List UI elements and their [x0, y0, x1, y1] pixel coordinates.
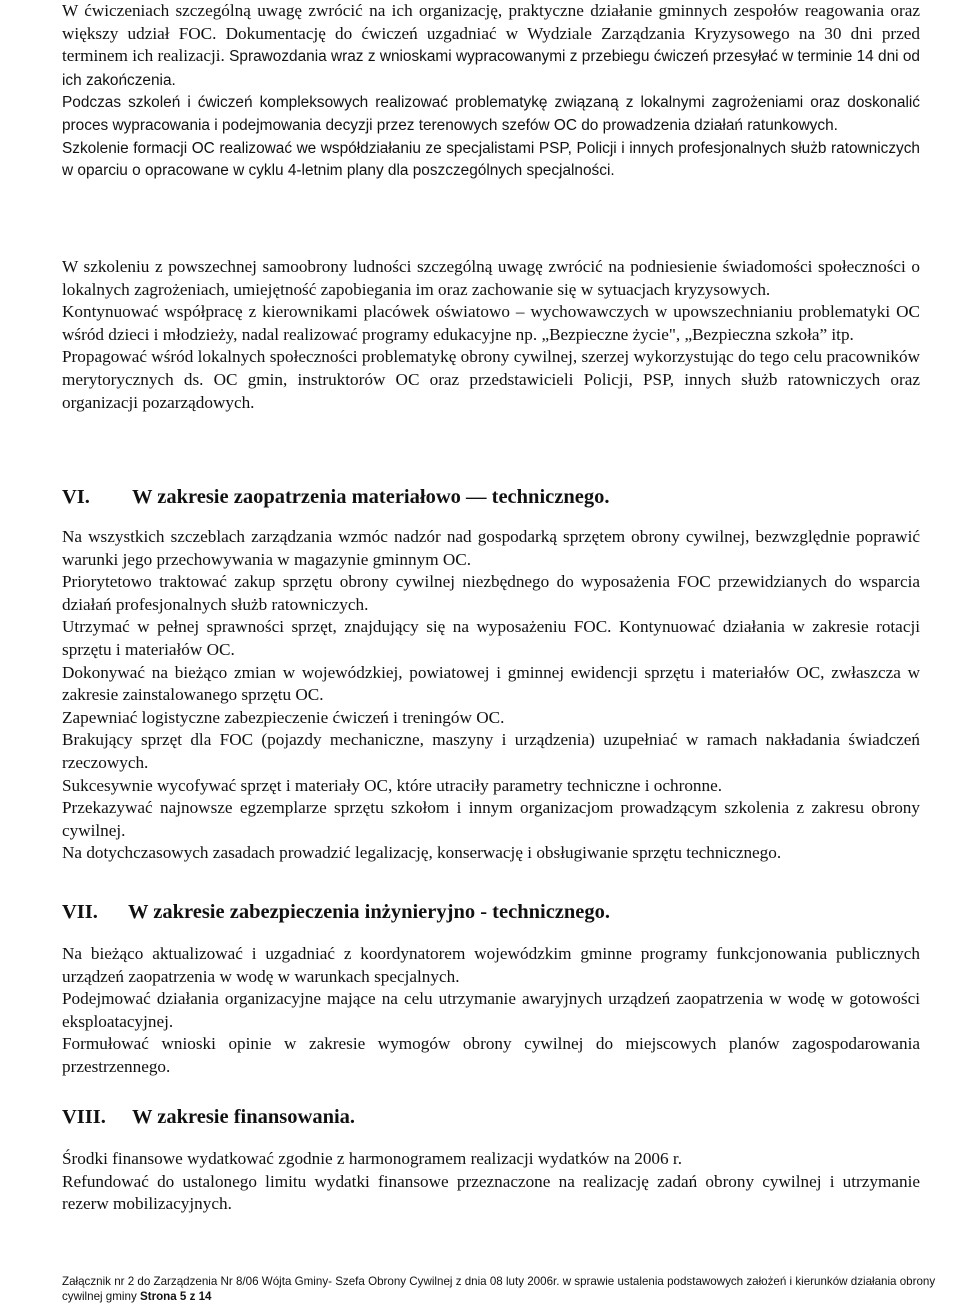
- section-title: W zakresie zaopatrzenia materiałowo — technicznego.: [132, 486, 610, 508]
- self-defense-training-block: [62, 256, 920, 414]
- comprehensive-training-paragraph: Podczas szkoleń i ćwiczeń kompleksowych realizować problematykę związaną z lokalnymi zagrożeniami oraz doskonalić proces wypracowania i podejmowania decyzji przez terenowych szefów OC do prowadzenia działań ratunkowych.: [62, 94, 920, 134]
- paragraph: [62, 0, 920, 92]
- section-paragraph: Na dotychczasowych zasadach prowadzić legalizację, konserwację i obsługiwanie sprzętu technicznego.: [62, 843, 782, 863]
- section-number: VII.: [62, 901, 98, 923]
- report-submission-text: Sprawozdania wraz z wnioskami wypracowanymi z przebiegu ćwiczeń przesyłać w terminie 14 dni od ich zakończenia.: [62, 48, 920, 89]
- section-paragraph: Zapewniać logistyczne zabezpieczenie ćwiczeń i treningów OC.: [62, 707, 505, 727]
- section-number: VIII.: [62, 1106, 106, 1128]
- section-title: W zakresie finansowania.: [132, 1106, 356, 1128]
- section-number: VI.: [62, 486, 90, 508]
- section-paragraph: Formułować wnioski opinie w zakresie wymogów obrony cywilnej do miejscowych planów zagospodarowania przestrzennego.: [62, 1034, 920, 1076]
- schools-cooperation-paragraph: Kontynuować współpracę z kierownikami placówek oświatowo – wychowawczych w upowszechnianiu problematyki OC wśród dzieci i młodzieży, nadal realizować programy edukacyjne np. „Bezpieczne życie", „Bezpieczna szkoła” itp.: [62, 302, 920, 344]
- section-vi-body: [62, 526, 920, 865]
- section-paragraph: Sukcesywnie wycofywać sprzęt i materiały OC, które utraciły parametry techniczne i ochronne.: [62, 775, 723, 795]
- section-paragraph: Na bieżąco aktualizować i uzgadniać z koordynatorem wojewódzkim gminne programy funkcjonowania publicznych urządzeń zaopatrzenia w wodę w warunkach specjalnych.: [62, 944, 920, 986]
- section-title: W zakresie zabezpieczenia inżynieryjno - technicznego.: [128, 901, 611, 923]
- training-section-continuation: [62, 0, 920, 183]
- section-vii-body: [62, 943, 920, 1079]
- section-paragraph: Na wszystkich szczeblach zarządzania wzmóc nadzór nad gospodarką sprzętem obrony cywilnej, bezwzględnie poprawić warunki jego przechowywania w magazynie gminnym OC.: [62, 527, 920, 569]
- section-paragraph: Utrzymać w pełnej sprawności sprzęt, znajdujący się na wyposażeniu FOC. Kontynuować działania w zakresie rotacji sprzętu i materiałów OC.: [62, 617, 920, 659]
- section-paragraph: Środki finansowe wydatkować zgodnie z harmonogramem realizacji wydatków na 2006 r.: [62, 1149, 682, 1168]
- section-paragraph: Brakujący sprzęt dla FOC (pojazdy mechaniczne, maszyny i urządzenia) uzupełniać w ramach nakładania świadczeń rzeczowych.: [62, 730, 920, 772]
- page-number: Strona 5 z 14: [139, 1290, 212, 1303]
- section-vi-heading: [62, 485, 920, 509]
- section-viii-body: [62, 1148, 920, 1216]
- section-paragraph: Refundować do ustalonego limitu wydatki finansowe przeznaczone na realizację zadań obrony cywilnej i utrzymanie rezerw mobilizacyjnych.: [62, 1171, 920, 1214]
- footer-text: Załącznik nr 2 do Zarządzenia Nr 8/06 Wójta Gminy- Szefa Obrony Cywilnej z dnia 08 luty 2006r. w sprawie ustalenia podstawowych założeń i kierunków działania obrony cywilnej gminy: [62, 1275, 936, 1303]
- exercise-organization-text: W ćwiczeniach szczególną uwagę zwrócić na ich organizację, praktyczne działanie gminnych zespołów reagowania oraz większy udział FOC. Dokumentację do ćwiczeń uzgadniać w Wydziale Zarządzania Kryzysowego na 30 dni przed terminem ich realizacji.: [62, 1, 920, 66]
- formation-training-paragraph: Szkolenie formacji OC realizować we współdziałaniu ze specjalistami PSP, Policji i innych profesjonalnych służb ratowniczych w oparciu o opracowane w cyklu 4-letnim plany dla poszczególnych specjalności.: [62, 139, 920, 180]
- self-defense-paragraph: W szkoleniu z powszechnej samoobrony ludności szczególną uwagę zwrócić na podniesienie świadomości społeczności o lokalnych zagrożeniach, umiejętność zapobiegania im oraz zachowanie się w sytuacjach kryzysowych.: [62, 257, 920, 299]
- section-paragraph: Przekazywać najnowsze egzemplarze sprzętu szkołom i innym organizacjom prowadzącym szkolenia z zakresu obrony cywilnej.: [62, 798, 920, 840]
- promotion-paragraph: Propagować wśród lokalnych społeczności problematykę obrony cywilnej, szerzej wykorzystując do tego celu pracowników merytorycznych ds. OC gmin, instruktorów OC oraz przedstawicieli Policji, PSP, innych służb ratowniczych oraz organizacji pozarządowych.: [62, 347, 920, 412]
- section-paragraph: Dokonywać na bieżąco zmian w wojewódzkiej, powiatowej i gminnej ewidencji sprzętu i materiałów OC, zwłaszcza w zakresie zainstalowanego sprzętu OC.: [62, 662, 920, 705]
- section-paragraph: Podejmować działania organizacyjne mające na celu utrzymanie awaryjnych urządzeń zaopatrzenia w wodę w gotowości eksploatacyjnej.: [62, 989, 920, 1031]
- section-viii-heading: [62, 1105, 920, 1129]
- section-paragraph: Priorytetowo traktować zakup sprzętu obrony cywilnej niezbędnego do wyposażenia FOC przewidzianych do wsparcia działań profesjonalnych służb ratowniczych.: [62, 572, 920, 614]
- page-footer: [62, 1274, 942, 1304]
- section-vii-heading: [62, 900, 920, 924]
